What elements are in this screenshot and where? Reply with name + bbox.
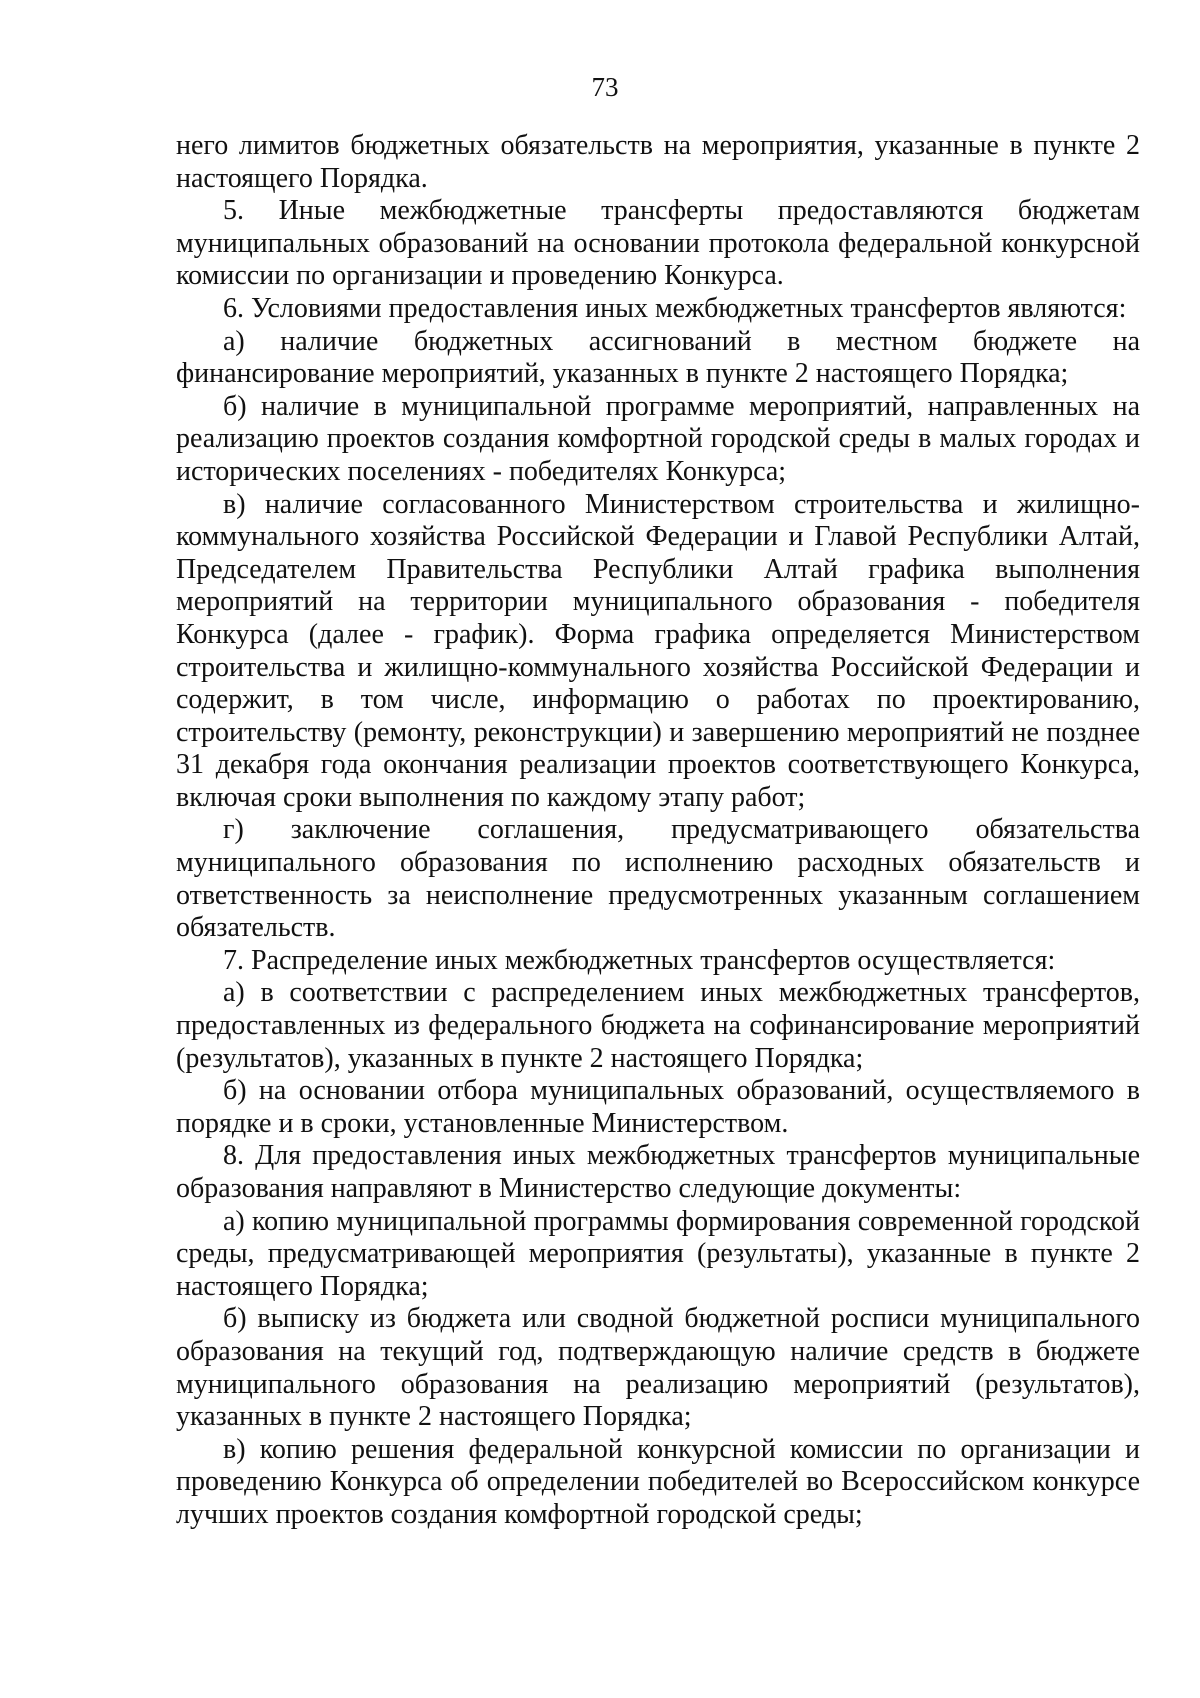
paragraph-clause-5: 5. Иные межбюджетные трансферты предоставляются бюджетам муниципальных образований на основании протокола федеральной конкурсной комиссии по организации и проведению Конкурса.	[176, 195, 1140, 292]
paragraph-clause-8-a: а) копию муниципальной программы формирования современной городской среды, предусматривающей мероприятия (результаты), указанные в пункте 2 настоящего Порядка;	[176, 1205, 1140, 1302]
paragraph-clause-7-b: б) на основании отбора муниципальных образований, осуществляемого в порядке и в сроки, установленные Министерством.	[176, 1075, 1140, 1139]
paragraph-clause-6-v: в) наличие согласованного Министерством строительства и жилищно-коммунального хозяйства Российской Федерации и Главой Республики Алтай, Председателем Правительства Республики Алтай графика выполнения мероприятий на территории муниципального образования - победителя Конкурса (далее - график). Форма графика определяется Министерством строительства и жилищно-коммунального хозяйства Российской Федерации и содержит, в том числе, информацию о работах по проектированию, строительству (ремонту, реконструкции) и завершению мероприятий не позднее 31 декабря года окончания реализации проектов соответствующего Конкурса, включая сроки выполнения по каждому этапу работ;	[176, 488, 1140, 813]
paragraph-clause-6: 6. Условиями предоставления иных межбюджетных трансфертов являются:	[223, 292, 1127, 324]
paragraph-clause-6-b: б) наличие в муниципальной программе мероприятий, направленных на реализацию проектов создания комфортной городской среды в малых городах и исторических поселениях - победителях Конкурса;	[176, 390, 1140, 487]
paragraph-clause-8-b: б) выписку из бюджета или сводной бюджетной росписи муниципального образования на текущий год, подтверждающую наличие средств в бюджете муниципального образования на реализацию мероприятий (результатов), указанных в пункте 2 настоящего Порядка;	[176, 1303, 1140, 1433]
page-number: 73	[591, 72, 619, 102]
document-body	[176, 130, 1140, 1532]
paragraph-clause-7: 7. Распределение иных межбюджетных трансфертов осуществляется:	[223, 944, 1056, 976]
paragraph-clause-6-g: г) заключение соглашения, предусматривающего обязательства муниципального образования по исполнению расходных обязательств и ответственность за неисполнение предусмотренных указанным соглашением обязательств.	[176, 814, 1140, 944]
paragraph-clause-6-a: а) наличие бюджетных ассигнований в местном бюджете на финансирование мероприятий, указанных в пункте 2 настоящего Порядка;	[176, 325, 1140, 390]
paragraph-clause-7-a: а) в соответствии с распределением иных межбюджетных трансфертов, предоставленных из федерального бюджета на софинансирование мероприятий (результатов), указанных в пункте 2 настоящего Порядка;	[176, 977, 1140, 1074]
paragraph-clause-8: 8. Для предоставления иных межбюджетных трансфертов муниципальные образования направляют в Министерство следующие документы:	[176, 1140, 1140, 1204]
paragraph-continuation: него лимитов бюджетных обязательств на мероприятия, указанные в пункте 2 настоящего Порядка.	[176, 130, 1140, 194]
paragraph-clause-8-v: в) копию решения федеральной конкурсной комиссии по организации и проведению Конкурса об определении победителей во Всероссийском конкурсе лучших проектов создания комфортной городской среды;	[176, 1433, 1140, 1530]
